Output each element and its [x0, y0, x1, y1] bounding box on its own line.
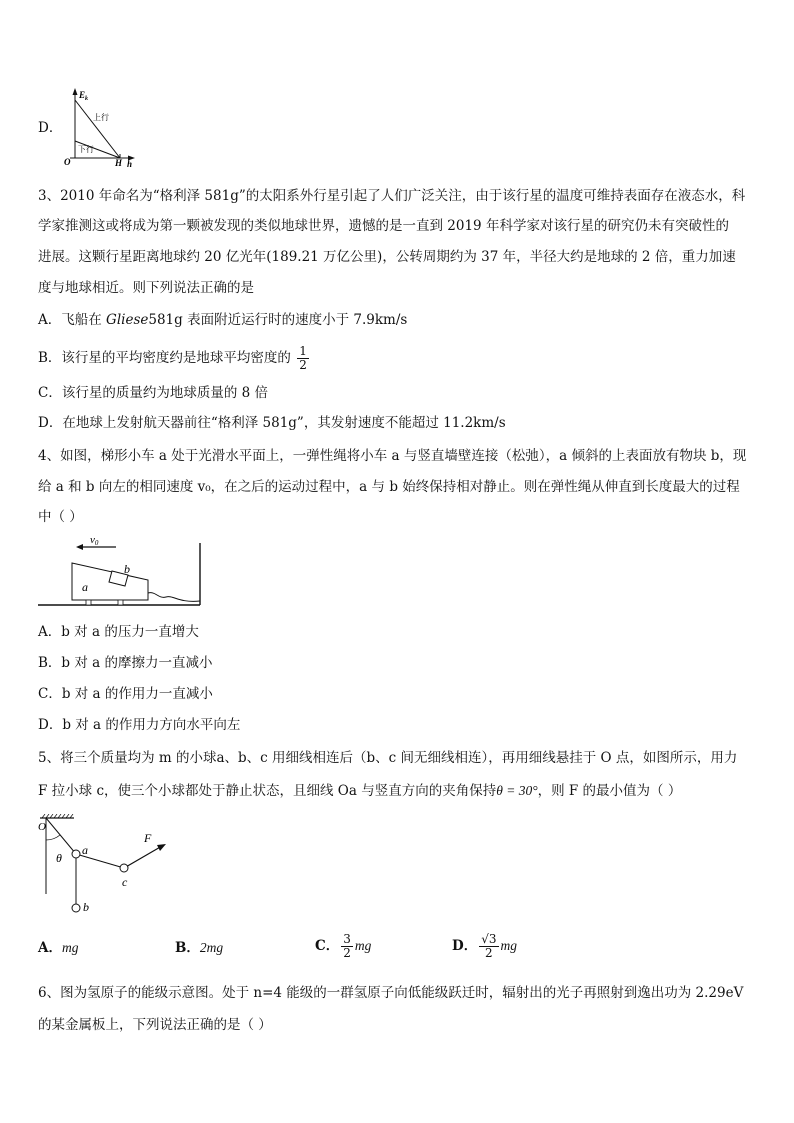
theta-label: θ	[56, 851, 62, 865]
q4-stem-line-3: 中（ ）	[38, 509, 83, 525]
force-f-label: F	[144, 831, 152, 845]
q6-stem-line-1: 6、图为氢原子的能级示意图。处于 n=4 能级的一群氢原子向低能级跃迁时，辐射出的光子再照射到逸出功为 2.29eV	[38, 985, 744, 1001]
block-b-label: b	[124, 562, 130, 576]
graph-origin-label: O	[64, 157, 71, 167]
graph-y-axis-label: $E_k$	[79, 90, 89, 102]
ball-b-label: b	[83, 900, 89, 914]
q3-stem-line-4: 度与地球相近。则下列说法正确的是	[38, 280, 254, 296]
q3-option-c: C．该行星的质量约为地球质量的 8 倍	[38, 385, 269, 401]
graph-line-up-label: 上行	[93, 113, 109, 122]
q6-stem-line-2: 的某金属板上，下列说法正确的是（ ）	[38, 1017, 272, 1033]
q4-option-d: D．b 对 a 的作用力方向水平向左	[38, 717, 241, 733]
ball-c-label: c	[122, 875, 128, 889]
q2-ek-h-graph	[60, 86, 140, 168]
q4-stem-line-2: 给 a 和 b 向左的相同速度 v₀，在之后的运动过程中，a 与 b 始终保持相对静止。则在弹性绳从伸直到长度最大的过程	[38, 479, 740, 495]
q5-stem-line-1: 5、将三个质量均为 m 的小球a、b、c 用细线相连后（b、c 间无细线相连），再用细线悬挂于 O 点，如图所示，用力	[38, 750, 738, 766]
q4-option-b: B．b 对 a 的摩擦力一直减小	[38, 655, 213, 671]
graph-line-down-label: 下行	[78, 145, 94, 154]
q3-option-d: D．在地球上发射航天器前往“格利泽 581g”，其发射速度不能超过 11.2km/s	[38, 415, 506, 431]
fraction-one-half: $\frac{1}{2}$	[299, 344, 307, 372]
q3-stem-line-2: 学家推测这或将成为第一颗被发现的类似地球世界，遗憾的是一直到 2019 年科学家对该行星的研究仍未有突破性的	[38, 218, 729, 234]
q5-option-a: A．mg	[38, 940, 79, 956]
q4-cart-figure	[38, 533, 206, 613]
fraction-root3-halves: $\frac{√3}{2}$	[481, 932, 497, 960]
graph-x-axis-label: h	[127, 159, 133, 168]
q3-option-b: B．该行星的平均密度约是地球平均密度的 $\frac{1}{2}$	[38, 344, 307, 372]
q5-three-balls-figure	[36, 814, 176, 918]
q2-option-d-label: D．	[38, 120, 63, 136]
velocity-label: v0	[90, 534, 99, 547]
cart-a-label: a	[82, 580, 88, 594]
fraction-three-halves: $\frac{3}{2}$	[343, 932, 351, 960]
graph-x-mark-label: H	[115, 158, 123, 168]
q5-option-d: D． $\frac{√3}{2}$ mg	[452, 932, 517, 960]
q5-option-b: B．2mg	[175, 940, 224, 956]
q4-option-c: C．b 对 a 的作用力一直减小	[38, 686, 213, 702]
point-o-label: O	[38, 821, 46, 833]
q3-stem-line-1: 3、2010 年命名为“格利泽 581g”的太阳系外行星引起了人们广泛关注，由于该行星的温度可维持表面存在液态水，科	[38, 188, 746, 204]
q4-option-a: A．b 对 a 的压力一直增大	[38, 624, 199, 640]
q3-stem-line-3: 进展。这颗行星距离地球约 20 亿光年(189.21 万亿公里)，公转周期约为 37 年，半径大约是地球的 2 倍，重力加速	[38, 249, 736, 265]
q3-option-a: A．飞船在 Gliese581g 表面附近运行时的速度小于 7.9km/s	[38, 312, 408, 328]
q5-stem-line-2: F 拉小球 c，使三个小球都处于静止状态，且细线 Oa 与竖直方向的夹角保持θ = 30°，则 F 的最小值为（ ）	[38, 783, 682, 799]
q4-stem-line-1: 4、如图，梯形小车 a 处于光滑水平面上，一弹性绳将小车 a 与竖直墙壁连接（松弛），a 倾斜的上表面放有物块 b，现	[38, 448, 747, 464]
q5-option-c: C． $\frac{3}{2}$ mg	[315, 932, 372, 960]
ball-a-label: a	[82, 843, 88, 857]
